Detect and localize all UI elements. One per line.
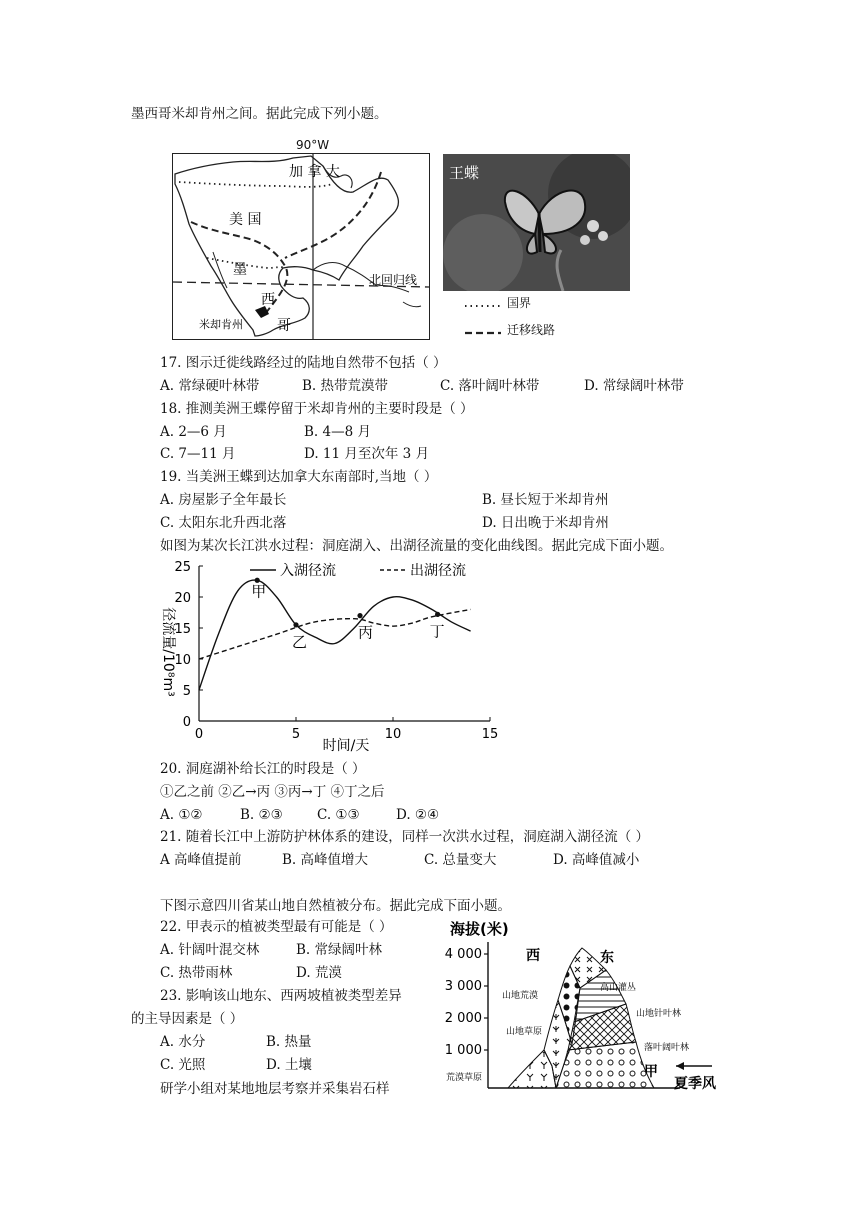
q20-option-c: C. ①③	[317, 807, 360, 823]
q21-option-a: A 高峰值提前	[160, 852, 242, 868]
label-mountain-desert: 山地荒漠	[502, 991, 539, 1001]
gulf-coast	[313, 263, 377, 286]
q18-option-a: A. 2—6 月	[160, 424, 227, 440]
border-canada-usa	[179, 182, 333, 187]
legend-route-label: 迁移线路	[507, 323, 556, 337]
mountain-diagram	[440, 914, 740, 1096]
chart-x-tick-label: 5	[291, 727, 301, 742]
q17-option-b: B. 热带荒漠带	[302, 378, 389, 394]
q20-statements: ①乙之前 ②乙→丙 ③丙→丁 ④丁之后	[160, 784, 385, 800]
q22-option-c: C. 热带雨林	[160, 965, 233, 981]
q21-stem: 21. 随着长江中上游防护林体系的建设，同样一次洪水过程，洞庭湖入湖径流（ ）	[160, 829, 650, 845]
label-michoacan: 米却肯州	[199, 318, 243, 331]
map-svg	[173, 154, 429, 339]
mountain-yaxis-title: 海拔(米)	[450, 920, 509, 938]
label-alpine-shrub: 高山灌丛	[600, 983, 637, 993]
q23-option-b: B. 热量	[266, 1034, 312, 1050]
label-mountain-grass: 山地草原	[506, 1027, 543, 1037]
meridian-label: 90°W	[296, 138, 330, 152]
migration-route-east	[285, 172, 381, 258]
chart-x-tick-label: 0	[194, 727, 204, 742]
q20-stem: 20. 洞庭湖补给长江的时段是（ ）	[160, 761, 366, 777]
label-canada: 加 拿 大	[289, 164, 340, 180]
q23-option-a: A. 水分	[160, 1034, 206, 1050]
q22-option-a: A. 针阔叶混交林	[160, 942, 260, 958]
photo-title: 王蝶	[449, 164, 480, 182]
chart-point-label: 甲	[251, 582, 267, 601]
wind-arrow-head	[676, 1062, 684, 1070]
monarch-photo	[443, 154, 630, 291]
chart-y-tick-label: 20	[174, 591, 191, 606]
label-usa: 美 国	[229, 212, 262, 228]
q19-option-a: A. 房屋影子全年最长	[160, 492, 287, 508]
q23-option-d: D. 土壤	[266, 1057, 312, 1073]
label-east: 东	[600, 950, 614, 966]
chart-y-tick-label: 0	[182, 715, 191, 730]
chart-y-tick-label: 25	[174, 560, 191, 575]
q17-option-a: A. 常绿硬叶林带	[160, 378, 260, 394]
legend-route-swatch	[463, 323, 503, 342]
label-mexico-3: 哥	[277, 318, 291, 334]
migration-map	[172, 153, 430, 340]
chart-point-label: 丁	[429, 622, 445, 641]
label-mexico-2: 西	[261, 292, 275, 308]
mountain-tick-3000: 3 000	[444, 979, 482, 994]
label-desert-grass: 荒漠草原	[446, 1073, 483, 1083]
chart-x-tick-label: 10	[384, 727, 402, 742]
caribbean-islands	[377, 285, 421, 306]
q19-option-b: B. 昼长短于米却肯州	[482, 492, 609, 508]
chart-point-marker	[357, 613, 362, 618]
q20-option-b: B. ②③	[240, 807, 283, 823]
label-jia: 甲	[644, 1064, 658, 1080]
label-west: 西	[526, 948, 540, 964]
q19-option-d: D. 日出晚于米却肯州	[482, 515, 609, 531]
last-line: 研学小组对某地地层考察并采集岩石样	[160, 1081, 390, 1097]
coastline	[175, 156, 398, 336]
chart-x-tick-label: 15	[481, 727, 499, 742]
chart-xlabel: 时间/天	[322, 738, 370, 754]
series-inflow-legend: 入湖径流	[280, 563, 336, 579]
legend-border-swatch	[463, 296, 503, 315]
q21-option-b: B. 高峰值增大	[282, 852, 369, 868]
legend-border-label: 国界	[507, 296, 532, 310]
label-tropic: 北回归线	[369, 273, 418, 287]
chart-point-label: 乙	[292, 632, 308, 651]
q22-option-b: B. 常绿阔叶林	[296, 942, 383, 958]
q23-stem-line-1: 23. 影响该山地东、西两坡植被类型差异	[160, 988, 402, 1004]
chart-point-marker	[293, 622, 298, 627]
chart-y-tick-label: 5	[182, 684, 191, 699]
runoff-chart	[150, 556, 510, 756]
q17-option-d: D. 常绿阔叶林带	[584, 378, 684, 394]
chart-ylabel: 径流量/10⁸m³	[160, 607, 176, 697]
series-outflow-legend: 出湖径流	[410, 563, 466, 579]
mountain-tick-4000: 4 000	[444, 947, 482, 962]
q20-option-d: D. ②④	[396, 807, 440, 823]
chart-point-label: 丙	[358, 623, 374, 642]
q19-option-c: C. 太阳东北升西北落	[160, 515, 287, 531]
q18-option-d: D. 11 月至次年 3 月	[304, 446, 430, 462]
q21-option-c: C. 总量变大	[424, 852, 497, 868]
intro-line: 墨西哥米却肯州之间。据此完成下列小题。	[131, 106, 388, 122]
q23-stem-line-2: 的主导因素是（ ）	[131, 1011, 244, 1027]
label-mexico-1: 墨	[233, 262, 247, 278]
chart-point-marker	[435, 612, 440, 617]
label-mountain-conifer: 山地针叶林	[636, 1009, 682, 1019]
q18-option-b: B. 4—8 月	[304, 424, 371, 440]
chart-y-tick-label: 15	[174, 622, 191, 637]
label-wind: 夏季风	[674, 1076, 716, 1092]
chart-y-tick-label: 10	[174, 653, 191, 668]
passage-2: 如图为某次长江洪水过程：洞庭湖入、出湖径流量的变化曲线图。据此完成下面小题。	[160, 538, 673, 554]
q18-stem: 18. 推测美洲王蝶停留于米却肯州的主要时段是（ ）	[160, 401, 474, 417]
label-deciduous: 落叶阔叶林	[644, 1043, 690, 1053]
passage-3: 下图示意四川省某山地自然植被分布。据此完成下面小题。	[160, 898, 511, 914]
mountain-tick-2000: 2 000	[444, 1011, 482, 1026]
q17-stem: 17. 图示迁徙线路经过的陆地自然带不包括（ ）	[160, 355, 447, 371]
q18-option-c: C. 7—11 月	[160, 446, 236, 462]
q20-option-a: A. ①②	[160, 807, 203, 823]
q22-stem: 22. 甲表示的植被类型最有可能是（ ）	[160, 919, 393, 935]
mountain-tick-1000: 1 000	[444, 1043, 482, 1058]
q21-option-d: D. 高峰值减小	[553, 852, 640, 868]
q23-option-c: C. 光照	[160, 1057, 206, 1073]
q17-option-c: C. 落叶阔叶林带	[440, 378, 540, 394]
q22-option-d: D. 荒漠	[296, 965, 342, 981]
q19-stem: 19. 当美洲王蝶到达加拿大东南部时,当地（ ）	[160, 469, 438, 485]
